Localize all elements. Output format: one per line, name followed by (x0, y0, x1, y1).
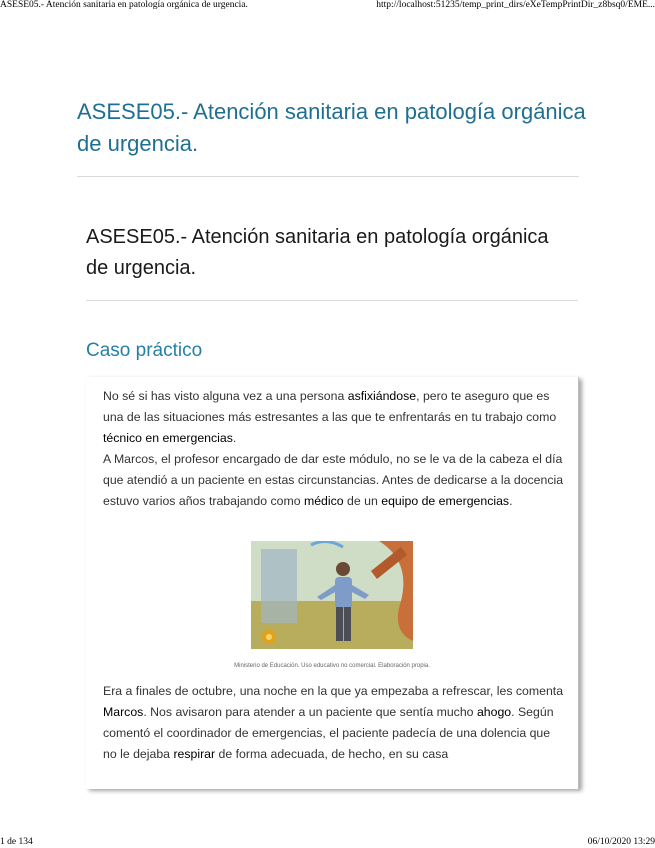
section-title: ASESE05.- Atención sanitaria en patología orgánica de urgencia. (86, 226, 549, 279)
emphasized-term: médico (303, 494, 344, 508)
print-header-url: http://localhost:51235/temp_print_dirs/eXeTempPrintDir_z8bsq0/EME... (376, 0, 655, 10)
title-divider (77, 176, 579, 177)
emphasized-term: ahogo (476, 705, 512, 719)
case-paragraph-3 (103, 681, 565, 765)
emphasized-term: respirar (173, 747, 216, 761)
text-run: Era a finales de octubre, una noche en la que ya empezaba a refrescar, les comenta (103, 684, 564, 698)
print-header (0, 0, 655, 10)
case-paragraph-2 (103, 449, 565, 512)
text-run: . (232, 431, 237, 445)
page-counter: 1 de 134 (0, 837, 33, 847)
emphasized-term: equipo de emergencias (381, 494, 510, 508)
emphasized-term: asfixiándose (347, 389, 417, 403)
text-run: . Nos avisaron para atender a un paciente que sentía mucho (143, 705, 477, 719)
print-datetime: 06/10/2020 13:29 (587, 837, 655, 847)
case-study-heading: Caso práctico (86, 340, 203, 361)
case-paragraph-1 (103, 386, 565, 449)
emphasized-term: técnico en emergencias (103, 431, 233, 445)
text-run: de un (343, 494, 382, 508)
case-photo (251, 541, 413, 649)
section-divider (86, 300, 578, 301)
print-footer (0, 837, 655, 847)
case-study-box (86, 377, 579, 789)
text-run: A Marcos, el profesor encargado de dar este módulo, no se le va de la cabeza el día que atendió a un paciente en estas circunstancias. Antes de dedicarse a la docencia estuvo varios años trabajando como (103, 452, 564, 508)
text-run: No sé si has visto alguna vez a una persona (103, 389, 348, 403)
print-header-title: ASESE05.- Atención sanitaria en patología orgánica de urgencia. (0, 0, 248, 10)
text-run: . Según comentó el coordinador de emergencias, el paciente padecía de una dolencia que no le dejaba (103, 705, 554, 761)
text-run: de forma adecuada, de hecho, en su casa (215, 747, 449, 761)
page-title: ASESE05.- Atención sanitaria en patología orgánica de urgencia. (77, 99, 586, 156)
text-run: , pero te aseguro que es una de las situaciones más estresantes a las que te enfrentarás en tu trabajo como (103, 389, 557, 424)
photo-caption: Ministerio de Educación. Uso educativo no comercial. Elaboración propia. (234, 663, 430, 669)
emphasized-term: Marcos (103, 705, 144, 719)
text-run: . (509, 494, 513, 508)
